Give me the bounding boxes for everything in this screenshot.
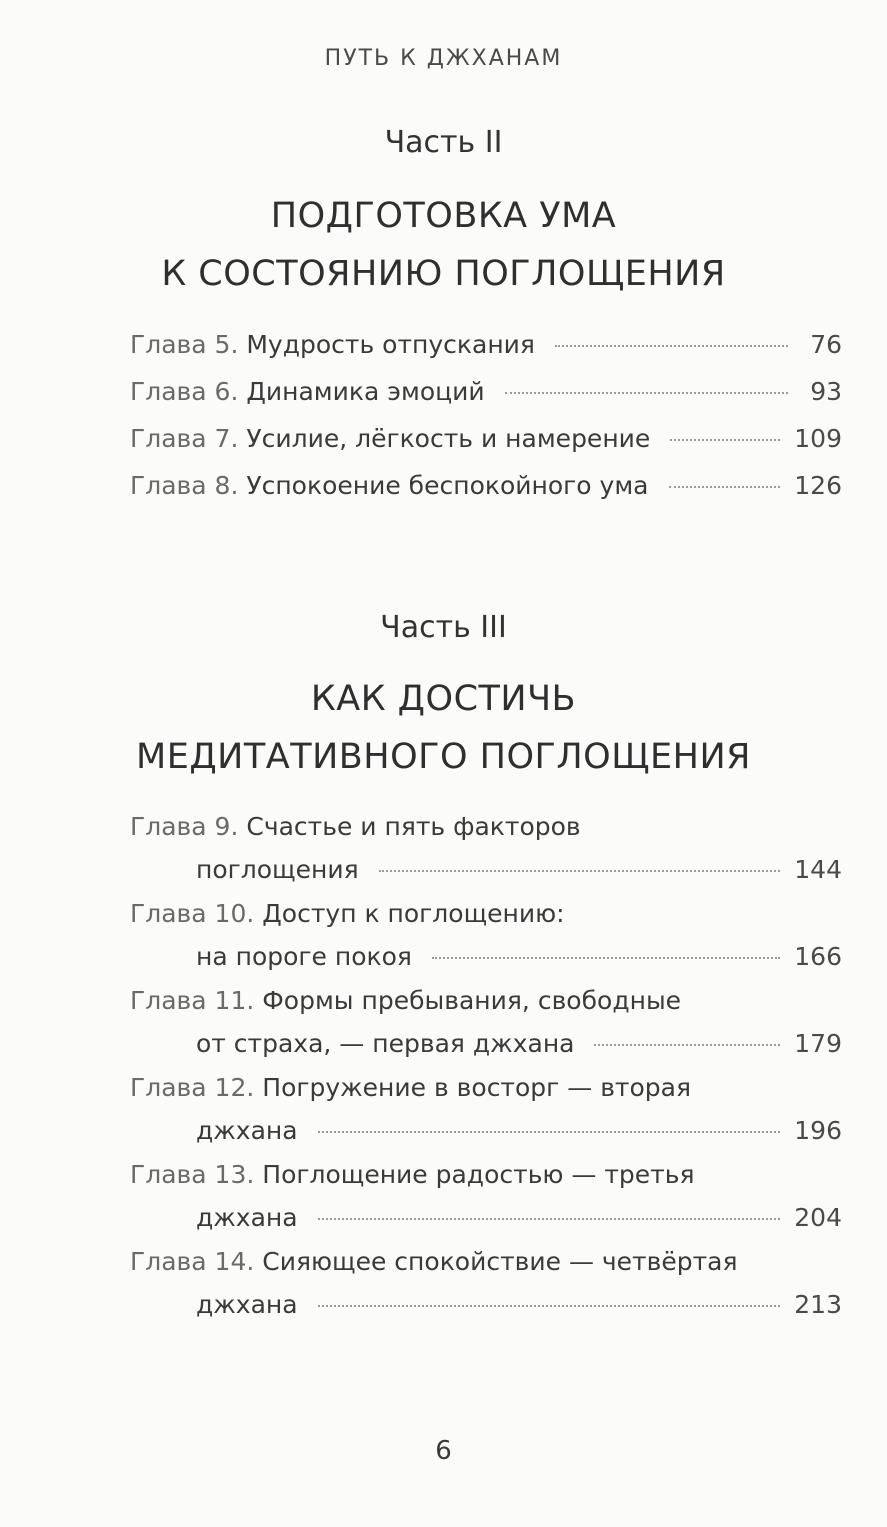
chapter-title-line: Доступ к поглощению: xyxy=(262,899,565,928)
toc-entry[interactable] xyxy=(130,986,842,1073)
toc-entry[interactable] xyxy=(130,424,842,471)
part-label: Часть III xyxy=(380,610,507,645)
chapter-title-line: Динамика эмоций xyxy=(246,377,485,406)
chapter-number: Глава 5. xyxy=(130,330,239,359)
chapter-title-line: поглощения xyxy=(196,855,359,884)
page-number: 196 xyxy=(794,1116,842,1145)
chapter-title xyxy=(130,471,649,500)
dot-leader xyxy=(318,1305,781,1307)
dot-leader xyxy=(670,439,780,441)
dot-leader xyxy=(432,957,780,959)
chapter-title-line: Сияющее спокойствие — четвёртая xyxy=(262,1247,738,1276)
page-number: 179 xyxy=(794,1029,842,1058)
dot-leader xyxy=(318,1218,781,1220)
chapter-title-line: джхана xyxy=(196,1290,298,1319)
chapter-title-line: на пороге покоя xyxy=(196,942,412,971)
chapter-number: Глава 12. xyxy=(130,1073,255,1102)
chapter-title-line: Мудрость отпускания xyxy=(246,330,535,359)
chapter-title xyxy=(130,377,485,406)
page-folio: 6 xyxy=(435,1436,452,1466)
chapter-title-line: Успокоение беспокойного ума xyxy=(246,471,649,500)
dot-leader xyxy=(505,392,788,394)
toc-list xyxy=(130,812,842,1334)
page-number: 213 xyxy=(794,1290,842,1319)
page-number: 126 xyxy=(794,471,842,500)
toc-entry[interactable] xyxy=(130,377,842,424)
chapter-title xyxy=(130,986,681,1015)
page-number: 109 xyxy=(794,424,842,453)
part-title xyxy=(0,670,887,786)
running-head: ПУТЬ К ДЖХАНАМ xyxy=(324,46,563,71)
part-title-line: К СОСТОЯНИЮ ПОГЛОЩЕНИЯ xyxy=(161,254,726,294)
chapter-title xyxy=(130,812,581,841)
toc-entry[interactable] xyxy=(130,1160,842,1247)
chapter-title-line: Формы пребывания, свободные xyxy=(262,986,682,1015)
toc-entry[interactable] xyxy=(130,1073,842,1160)
chapter-title-line: Усилие, лёгкость и намерение xyxy=(246,424,651,453)
dot-leader xyxy=(669,486,781,488)
chapter-title-line: Погружение в восторг — вторая xyxy=(262,1073,692,1102)
part-title-line: МЕДИТАТИВНОГО ПОГЛОЩЕНИЯ xyxy=(136,737,751,777)
chapter-title-line: Поглощение радостью — третья xyxy=(262,1160,695,1189)
part-title xyxy=(0,187,887,303)
chapter-title-line: джхана xyxy=(196,1203,298,1232)
dot-leader xyxy=(318,1131,781,1133)
chapter-title xyxy=(130,899,565,928)
chapter-title xyxy=(130,424,650,453)
chapter-number: Глава 8. xyxy=(130,471,239,500)
page-number: 93 xyxy=(810,377,842,406)
chapter-title xyxy=(130,1160,695,1189)
page-number: 144 xyxy=(794,855,842,884)
chapter-title-line: от страха, — первая джхана xyxy=(196,1029,575,1058)
chapter-number: Глава 10. xyxy=(130,899,255,928)
toc-entry[interactable] xyxy=(130,1247,842,1334)
part-label: Часть II xyxy=(384,125,503,160)
toc-list xyxy=(130,330,842,518)
toc-entry[interactable] xyxy=(130,899,842,986)
part-title-line: КАК ДОСТИЧЬ xyxy=(310,679,577,719)
chapter-title xyxy=(130,330,535,359)
chapter-number: Глава 6. xyxy=(130,377,239,406)
chapter-number: Глава 11. xyxy=(130,986,255,1015)
dot-leader xyxy=(555,345,788,347)
chapter-number: Глава 7. xyxy=(130,424,239,453)
dot-leader xyxy=(379,870,781,872)
part-title-line: ПОДГОТОВКА УМА xyxy=(270,196,617,236)
page-number: 204 xyxy=(794,1203,842,1232)
page-number: 166 xyxy=(794,942,842,971)
chapter-title xyxy=(130,1247,738,1276)
dot-leader xyxy=(594,1044,780,1046)
toc-entry[interactable] xyxy=(130,812,842,899)
chapter-number: Глава 14. xyxy=(130,1247,255,1276)
chapter-title xyxy=(130,1073,691,1102)
chapter-number: Глава 9. xyxy=(130,812,239,841)
toc-entry[interactable] xyxy=(130,471,842,518)
chapter-title-line: Счастье и пять факторов xyxy=(246,812,581,841)
page-number: 76 xyxy=(810,330,842,359)
chapter-number: Глава 13. xyxy=(130,1160,255,1189)
toc-entry[interactable] xyxy=(130,330,842,377)
chapter-title-line: джхана xyxy=(196,1116,298,1145)
